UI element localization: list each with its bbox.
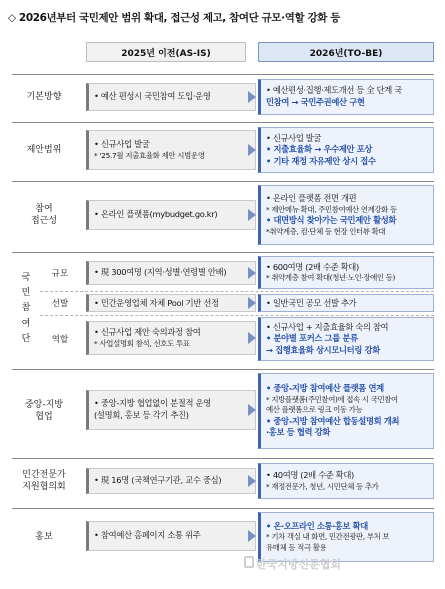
after-line: * 기차 객실 내 화면, 민간전광판, 부처 보 [266,532,390,542]
row-label-vertical [12,257,40,361]
after-line: 예산 플랫폼으로 링크 이동 가능 [266,405,363,415]
before-line: • 예산 편성시 국민참여 도입‧운영 [94,91,211,102]
before-line: • 참여예산 홈페이지 소통 위주 [94,530,201,541]
after-cell [258,463,434,499]
sub-label-size: 규모 [51,269,69,279]
after-line: • 신규사업 발굴 [266,132,322,143]
row-label-char: 단 [21,333,31,344]
before-cell [86,294,256,312]
before-cell [86,83,256,111]
before-line: • 現 300여명 (지역·성별·연령별 안배) [94,267,227,278]
before-line: • 現 16명 (국책연구기관, 교수 중심) [94,475,222,486]
row-promotion [12,508,434,564]
row-label [12,463,76,499]
row-label: 홍보 [12,513,76,561]
after-line: * 재정전문가, 청년, 시민단체 등 추가 [266,481,379,491]
before-line: * 사업설명회 참석, 선호도 투표 [94,338,190,348]
row-label-line: 민간전문가 [22,469,66,480]
sub-label-selection: 선발 [51,299,69,309]
row-label-line: 협업 [35,412,53,422]
after-line: • 온‧오프라인 소통‧홍보 확대 [266,520,368,531]
arrow-right-icon [248,404,256,416]
after-line: *취약계층, 컴‧단체 등 현장 인터뷰 확대 [266,226,386,236]
before-cell [86,200,256,230]
row-participation-access [12,181,434,247]
row-central-local [12,369,434,451]
before-cell [86,390,256,430]
after-line: • 대면방식 찾아가는 국민제안 활성화 [266,215,397,225]
before-cell [86,261,256,285]
arrow-right-icon [248,297,256,309]
sub-divider [40,315,434,316]
row-label-line: 중앙-지방 [24,399,64,410]
after-line: • 온라인 플랫폼 전면 개편 [266,193,357,204]
after-line: • 지출효율화 → 우수제안 포상 [266,144,373,155]
arrow-right-icon [248,144,256,156]
after-line: • 기타 재정 자유제안 상시 접수 [266,155,376,166]
after-line: * 지방플랫폼(주민참여)에 접속 시 국민참여 [266,394,398,404]
row-label [12,374,76,448]
row-expert-council [12,458,434,502]
arrow-right-icon [248,530,256,542]
after-cell [258,317,434,361]
before-cell [86,130,256,170]
before-line: • 신규사업 발굴 [94,139,150,150]
row-label: 기본방향 [12,79,76,115]
column-header-after: 2026년(TO-BE) [258,42,434,62]
after-line: → 집행효율화 상시모니터링 강화 [266,344,380,355]
after-text: • 일반국민 공모 선발 추가 [266,298,357,308]
row-label-char: 민 [21,288,31,299]
arrow-right-icon [248,91,256,103]
after-line: • 예산편성·집행·제도개선 등 全 단계 국 [266,85,402,96]
after-cell [258,185,434,245]
before-cell [86,521,256,551]
row-label-line: 참여 [35,203,53,214]
arrow-right-icon [248,332,256,344]
before-line: * '25.7월 지출효율화 제안 시범운영 [94,150,205,160]
before-cell [86,468,256,494]
row-label-char: 참 [21,303,31,314]
after-line: • 40여명 (2배 수준 확대) [266,470,354,481]
before-line: • 민간운영업체 자체 Pool 기반 선정 [94,298,219,308]
sub-divider [40,291,434,292]
after-line: • 분야별 포커스 그룹 분류 [266,333,358,344]
watermark: 한국지방신문협회 [256,558,342,571]
row-citizen-group [12,252,434,364]
after-line: 민참여 → 국민주권예산 구현 [266,97,365,107]
row-label-char: 여 [21,318,31,329]
before-line: • 중앙-지방 협업없이 분절적 운영 [94,398,211,409]
arrow-right-icon [248,209,256,221]
before-line: • 신규사업 제안 숙의과정 참여 [94,327,201,338]
row-label [12,186,76,244]
before-line: • 온라인 플랫폼(mybudget.go.kr) [94,209,218,220]
after-line: ·홍보 등 협력 강화 [266,427,331,438]
after-line: • 중앙-지방 참여예산 플랫폼 연계 [266,383,384,394]
after-line [266,298,428,308]
row-label: 제안범위 [12,127,76,173]
sub-label-role: 역할 [51,335,69,345]
arrow-right-icon [248,475,256,487]
after-line: • 600여명 (2배 수준 확대) [266,261,359,272]
row-label-line: 지원협의회 [22,482,66,492]
after-line: • 중앙-지방 참여예산 합동설명회 개최 [266,415,400,426]
before-line: (설명회, 홍보 등 각기 추진) [94,410,189,420]
after-cell [258,512,434,562]
after-line: * 제안메뉴 확대, 주민참여예산 연계강화 등 [266,204,397,214]
page-title: ◇ 2026년부터 국민제안 범위 확대, 접근성 제고, 참여단 규모·역할 강화 등 [8,12,340,24]
watermark-logo-icon [244,556,254,568]
before-cell [86,321,256,355]
after-line: * 취약계층 참여 확대(청년·노인·장애인 등) [266,273,396,283]
row-basic-direction [12,74,434,118]
after-cell [258,256,434,289]
row-label-line: 접근성 [30,216,58,226]
row-label-char: 국 [21,272,31,283]
after-cell [258,79,434,115]
after-line: 유매체 등 적극 활용 [266,542,327,552]
after-cell [258,127,434,173]
arrow-right-icon [248,267,256,279]
after-line: • 신규사업 + 지출효율화 숙의 참여 [266,321,389,332]
after-cell [258,294,434,312]
column-header-before: 2025년 이전(AS-IS) [86,42,246,62]
after-cell [258,373,434,449]
row-proposal-scope [12,122,434,176]
